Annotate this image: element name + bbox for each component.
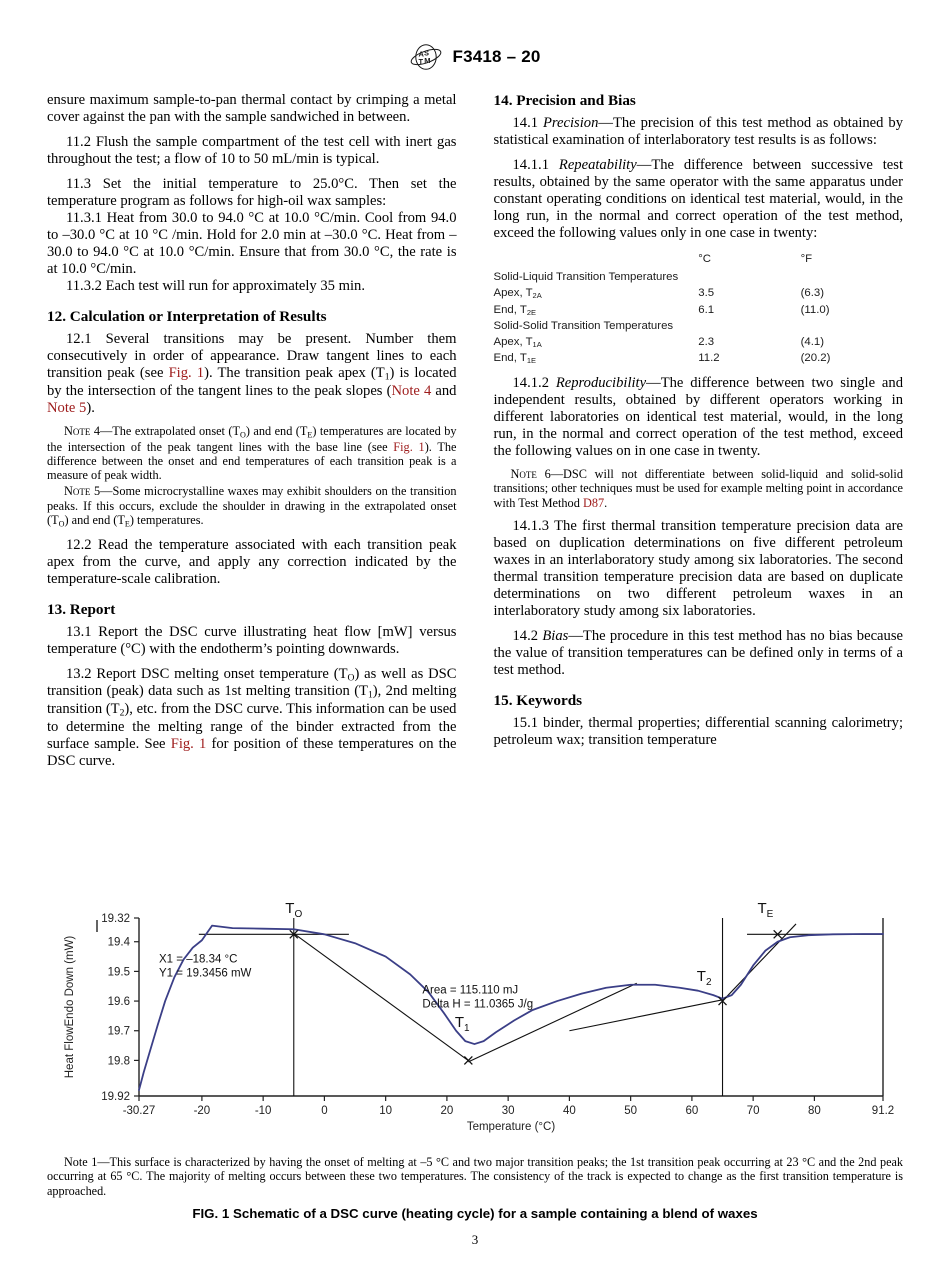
page-number: 3 xyxy=(471,1232,479,1247)
x-tick-label: 91.2 xyxy=(871,1105,895,1117)
svg-text:TE: $T_E$ xyxy=(757,900,774,920)
x1-y1-readout: Y1 = 19.3456 mW xyxy=(159,967,252,980)
x-tick-label: 40 xyxy=(563,1105,576,1117)
text-segment: 14.2 xyxy=(512,627,543,644)
italic-term: Precision xyxy=(542,115,599,131)
note-label: Note xyxy=(64,484,91,499)
text-segment: ) is located by the intersection of the tangent lines to the peak slopes ( xyxy=(47,365,457,399)
svg-text:T1: $T_1$ xyxy=(454,1014,470,1035)
row-label xyxy=(494,351,699,367)
text-segment: ) as well as DSC transition (peak) data such as 1st melting transition (T xyxy=(47,665,457,700)
text-segment: 12.1 Several transitions may be present. Number them consecutively in order of appearance. Draw tangent lines to each transition peak (see xyxy=(47,331,457,381)
paragraph-14-1 xyxy=(494,115,904,149)
t2-label xyxy=(697,968,712,988)
text-segment: 5—Some microcrystalline waxes may exhibit shoulders on the transition peaks. If this occurs, exclude the shoulder in drawing in the extrapolated onset (T xyxy=(47,484,457,527)
text-segment: —The procedure in this test method has no bias because the value of transition temperatures can be defined only in terms of a test method. xyxy=(493,627,903,678)
standard-designation: F3418 – 20 xyxy=(452,47,541,66)
y-axis-title: Heat FlowEndo Down (mW) xyxy=(64,935,76,1079)
subscript: E xyxy=(124,519,130,529)
text-segment: ), etc. from the DSC curve. This information can be used to determine the melting range of the binder extracted from the surface sample. See xyxy=(47,701,457,753)
text-segment: ) and end (T xyxy=(64,512,125,527)
table-row xyxy=(494,318,904,334)
paragraph-13-2 xyxy=(47,666,457,771)
paragraph-14-1-1 xyxy=(494,157,904,242)
label-text: Solid-Solid Transition Temperatures xyxy=(493,319,674,332)
row-fahrenheit xyxy=(801,318,903,334)
row-fahrenheit xyxy=(801,270,903,286)
subscript: 2E xyxy=(526,307,537,317)
label-text: Apex, T xyxy=(493,336,533,349)
svg-text:T2: $T_2$ xyxy=(696,968,712,989)
text-segment: ) temperatures are located by the intersection of the peak tangent lines with the base line (see xyxy=(47,423,457,454)
svg-text:M: M xyxy=(424,56,432,66)
subscript: 2 xyxy=(119,708,125,720)
paragraph-continued: ensure maximum sample-to-pan thermal contact by crimping a metal cover against the pan with the sample sandwiched in between. xyxy=(47,92,457,125)
row-label xyxy=(494,335,699,351)
tangent-peak1-left xyxy=(294,933,470,1061)
tangent-peak2-right xyxy=(723,924,796,1001)
table-row xyxy=(494,302,904,318)
table-header-row xyxy=(494,251,904,270)
body-columns xyxy=(47,92,903,770)
table-row xyxy=(494,270,904,286)
svg-text:S: S xyxy=(424,48,430,58)
text-segment: —The precision of this test method as obtained by statistical examination of interlaboratory test results is as follows: xyxy=(493,115,903,148)
figure-1 xyxy=(47,888,903,1221)
text-segment: ). The difference between the onset and end temperatures of each transition peak is a measure of peak width. xyxy=(47,439,457,483)
row-celsius xyxy=(698,270,800,286)
figure-caption: FIG. 1 Schematic of a DSC curve (heating cycle) for a sample containing a blend of waxes xyxy=(192,1205,758,1221)
row-celsius: 6.1 xyxy=(698,303,715,316)
row-fahrenheit: (11.0) xyxy=(800,303,830,316)
to-label xyxy=(285,900,302,920)
y-tick-label: 19.7 xyxy=(107,1025,130,1038)
svg-text:A: A xyxy=(419,49,425,59)
table-row xyxy=(494,351,904,367)
y-tick-label: 19.4 xyxy=(107,936,130,949)
note-4 xyxy=(47,424,457,482)
link-note-4[interactable]: Note 4 xyxy=(391,382,432,399)
left-column xyxy=(47,92,457,770)
paragraph-11-2: 11.2 Flush the sample compartment of the test cell with inert gas throughout the test; a flow of 10 to 50 mL/min is typical. xyxy=(47,134,457,167)
dsc-chart-svg xyxy=(47,888,903,1150)
x-tick-label: 0 xyxy=(321,1105,328,1117)
note-6 xyxy=(494,467,904,510)
row-label xyxy=(494,302,699,318)
area-readout: Area = 115.110 mJ xyxy=(422,984,519,997)
note-5 xyxy=(47,484,457,528)
label-text: Apex, T xyxy=(493,287,533,300)
x1-y1-readout: X1 = –18.34 °C xyxy=(159,953,238,966)
right-column xyxy=(494,92,904,770)
x-tick-label: 60 xyxy=(685,1105,699,1117)
astm-logo-icon xyxy=(409,42,443,72)
link-note-5[interactable]: Note 5 xyxy=(47,399,87,416)
x-tick-label: -30.27 xyxy=(122,1105,156,1117)
subscript: O xyxy=(58,519,65,529)
paragraph-15-1: 15.1 binder, thermal properties; differential scanning calorimetry; petroleum wax; transition temperature xyxy=(493,714,903,748)
italic-term: Repeatability xyxy=(558,157,637,173)
subscript: 1E xyxy=(526,356,537,366)
paragraph-14-1-2 xyxy=(494,375,904,460)
text-segment: ), 2nd melting transition (T xyxy=(47,683,457,718)
row-celsius: 3.5 xyxy=(698,287,715,300)
link-fig-1[interactable]: Fig. 1 xyxy=(170,736,207,753)
row-label xyxy=(494,286,699,302)
label-text: End, T xyxy=(493,303,527,316)
row-label xyxy=(494,270,699,286)
text-segment: 1—This surface is characterized by having the onset of melting at –5 °C and two major transition peaks; the 1st transition peak occurring at 23 °C and the 2nd peak occurring at 65 °C. The majority of melting occurs between these two temperatures. The consistency of the track is expected to change as the first transition temperature is approached. xyxy=(47,1155,903,1198)
row-celsius: 11.2 xyxy=(698,352,720,365)
figure-note-1 xyxy=(47,1155,903,1198)
text-segment: 13.2 Report DSC melting onset temperature (T xyxy=(66,665,348,682)
text-segment: and xyxy=(431,382,457,399)
x-tick-label: 10 xyxy=(379,1105,393,1117)
dsc-chart xyxy=(47,888,903,1150)
precision-table xyxy=(494,251,904,367)
text-segment: for position of these temperatures on the DSC curve. xyxy=(47,736,457,770)
paragraph-11-3-1: 11.3.1 Heat from 30.0 to 94.0 °C at 10.0 °C/min. Cool from 94.0 to –30.0 °C at 10 °C /min. Hold for 2.0 min at –30.0 °C. Heat from –30.0 to 94.0 °C at 10.0 °C/min. Ensure that from 30.0 °C, the rate is at 10.0 °C/min. xyxy=(47,210,457,277)
subscript: O xyxy=(240,430,246,440)
y-tick-label: 19.6 xyxy=(107,996,130,1009)
subscript: 1 xyxy=(367,690,373,702)
svg-text:TO: $T_O$ xyxy=(285,900,303,920)
subscript: 1 xyxy=(384,371,390,383)
area-readout: Delta H = 11.0365 J/g xyxy=(422,998,534,1011)
text-segment: 4—The extrapolated onset (T xyxy=(90,423,241,438)
italic-term: Bias xyxy=(542,627,569,644)
heading-section-12: 12. Calculation or Interpretation of Results xyxy=(47,308,327,325)
row-fahrenheit: (6.3) xyxy=(800,287,825,300)
row-celsius xyxy=(698,318,800,334)
label-text: Solid-Liquid Transition Temperatures xyxy=(493,271,679,284)
text-segment: ). The transition peak apex (T xyxy=(204,365,385,381)
note-label: Note xyxy=(510,467,537,482)
table-header-fahrenheit: °F xyxy=(800,252,813,265)
text-segment: 6—DSC will not differentiate between solid-liquid and solid-solid transitions; other techniques must be used for example melting point in accordance with Test Method xyxy=(493,467,903,510)
paragraph-12-2: 12.2 Read the temperature associated with each transition peak apex from the curve, and apply any correction indicated by the temperature-scale calibration. xyxy=(47,536,457,587)
paragraph-11-3: 11.3 Set the initial temperature to 25.0°C. Then set the temperature program as follows for high-oil wax samples: xyxy=(47,176,457,209)
paragraph-14-1-3: 14.1.3 The first thermal transition temperature precision data are based on duplication determinations on five different petroleum waxes in an interlaboratory study among six laboratories. The second thermal transition temperature precision data are based on duplicate determinations on two different petroleum waxes in an interlaboratory study among six laboratories. xyxy=(493,517,903,619)
svg-text:T: T xyxy=(419,56,424,66)
text-segment: ) and end (T xyxy=(245,423,308,438)
page-header xyxy=(0,42,950,72)
text-segment: . xyxy=(604,495,608,510)
text-segment: —The difference between two single and independent results, obtained by different operators working in different laboratories on identical test material, would, in the long run, in the normal and correct operation of the test method, exceed the following values on in one case in twenty. xyxy=(493,375,903,460)
paragraph-11-3-2: 11.3.2 Each test will run for approximately 35 min. xyxy=(66,278,365,294)
x-tick-label: -10 xyxy=(254,1105,272,1117)
table-row xyxy=(494,335,904,351)
row-fahrenheit: (4.1) xyxy=(800,336,825,349)
label-text: End, T xyxy=(493,352,527,365)
text-segment: ) temperatures. xyxy=(129,512,204,527)
paragraph-13-1: 13.1 Report the DSC curve illustrating heat flow [mW] versus temperature (°C) with the endotherm’s pointing downwards. xyxy=(47,623,457,657)
text-segment: ). xyxy=(86,399,95,416)
note-label: Note xyxy=(64,423,91,438)
row-label xyxy=(494,318,699,334)
note-label: Note xyxy=(64,1155,88,1169)
table-cell-blank xyxy=(494,251,699,270)
x-tick-label: 80 xyxy=(808,1105,821,1117)
table-header-celsius: °C xyxy=(698,252,712,265)
table-row xyxy=(494,286,904,302)
text-segment: 14.1.1 xyxy=(512,157,559,173)
text-segment: 14.1 xyxy=(512,115,543,131)
x-tick-label: 30 xyxy=(501,1105,515,1117)
subscript: 2A xyxy=(532,291,542,301)
text-segment: 14.1.2 xyxy=(512,375,556,392)
y-tick-label: 19.32 xyxy=(101,913,130,925)
x-axis-title: Temperature (°C) xyxy=(466,1121,556,1133)
y-tick-label: 19.8 xyxy=(107,1055,130,1068)
te-label xyxy=(757,900,773,920)
y-tick-label: 19.92 xyxy=(101,1091,130,1103)
t1-label xyxy=(455,1014,470,1034)
y-tick-label: 19.5 xyxy=(107,966,130,979)
row-fahrenheit: (20.2) xyxy=(800,352,831,365)
x-tick-label: 70 xyxy=(746,1105,760,1117)
heading-section-14: 14. Precision and Bias xyxy=(493,92,636,109)
link-d87[interactable]: D87 xyxy=(582,495,605,510)
italic-term: Reproducibility xyxy=(555,375,647,392)
x-tick-label: 50 xyxy=(624,1105,638,1117)
link-fig-1[interactable]: Fig. 1 xyxy=(168,365,205,381)
x-tick-label: -20 xyxy=(193,1105,211,1117)
subscript: E xyxy=(307,430,313,440)
heading-section-13: 13. Report xyxy=(47,600,116,618)
paragraph-14-2 xyxy=(494,628,904,679)
paragraph-12-1 xyxy=(47,331,457,417)
x-tick-label: 20 xyxy=(440,1105,454,1117)
subscript: O xyxy=(347,672,355,684)
heading-section-15: 15. Keywords xyxy=(493,691,583,709)
row-celsius: 2.3 xyxy=(698,336,715,349)
subscript: 1A xyxy=(532,340,542,350)
link-fig-1[interactable]: Fig. 1 xyxy=(393,439,425,454)
text-segment: —The difference between successive test results, obtained by the same operator with the same apparatus under constant operating conditions on identical test material, would, in the long run, in the normal and correct operation of the test method, exceed the following values only in one case in twenty: xyxy=(493,157,904,241)
